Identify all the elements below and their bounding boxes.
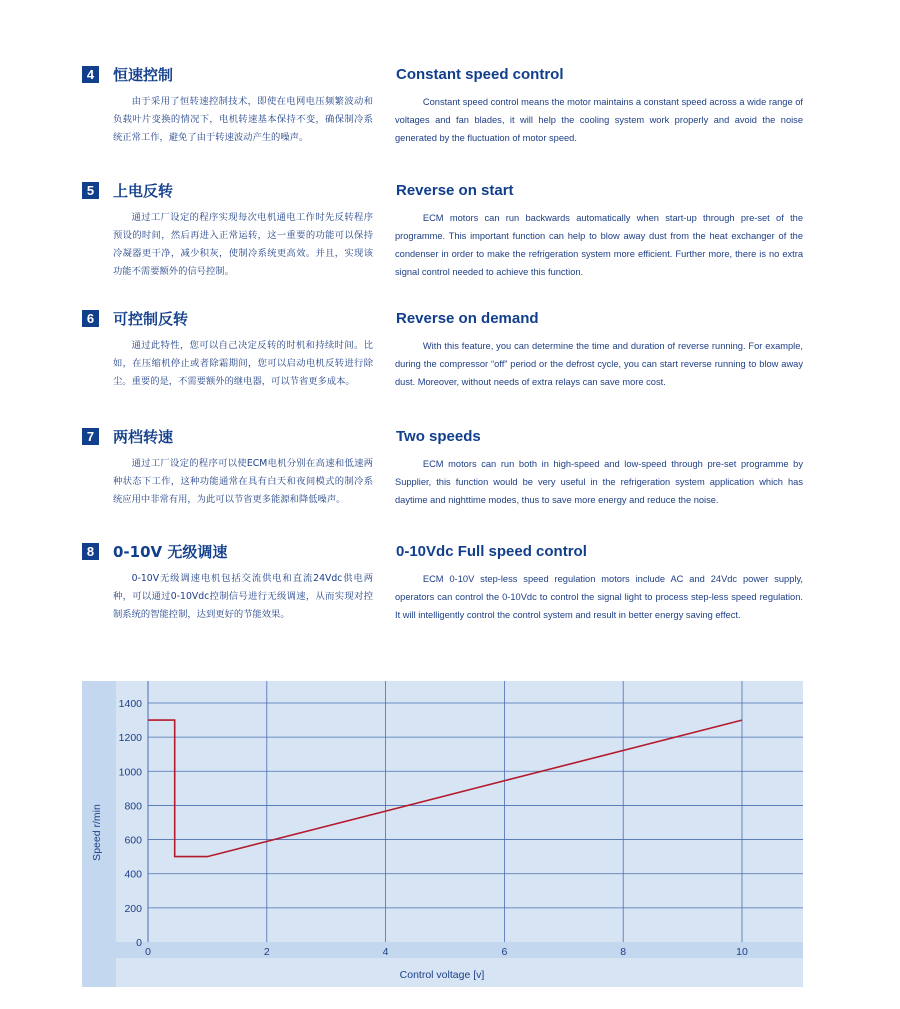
section-body-zh: 0-10V无级调速电机包括交流供电和直流24Vdc供电两种，可以通过0-10Vdc控制信号进行无级调速，从而实现对控制系统的智能控制，达到更好的节能效果。: [113, 573, 373, 620]
x-tick-label: 10: [736, 946, 748, 958]
section-body-zh: 由于采用了恒转速控制技术，即使在电网电压频繁波动和负载叶片变换的情况下，电机转速基本保持不变，确保制冷系统正常工作，避免了由于转速波动产生的噪声。: [113, 96, 373, 143]
section-title-zh: 恒速控制: [113, 66, 174, 84]
y-tick-label: 400: [124, 868, 142, 881]
x-tick-label: 0: [145, 946, 151, 958]
section-title-en: Reverse on start: [396, 182, 514, 199]
x-tick-label: 8: [620, 946, 627, 958]
section-title-zh: 0-10V 无级调速: [113, 543, 228, 561]
section-body-en: Constant speed control means the motor maintains a constant speed across a wide range of voltages and fan blades, it will help the cooling system work properly and avoid the noise generated by the fluctuation of motor speed.: [395, 97, 803, 143]
y-tick-label: 600: [124, 834, 142, 847]
section-body-en: ECM 0-10V step-less speed regulation motors include AC and 24Vdc power supply, operators can control the 0-10Vdc to control the signal light to process step-less speed regulation. It will intelligently control the control system and result in better energy saving effect.: [395, 574, 803, 620]
section-body-en: ECM motors can run backwards automatically when start-up through pre-set of the programme. This important function can help to blow away dust from the heat exchanger of the condenser in order to make the refrigeration system more efficient. Further more, there is no extra signal control needed to achieve this function.: [395, 213, 803, 277]
section-number-badge: 5: [82, 182, 99, 199]
y-axis-label: Speed r/min: [91, 804, 103, 861]
section-number-badge: 4: [82, 66, 99, 83]
y-tick-label: 200: [124, 902, 142, 915]
y-tick-label: 800: [124, 800, 142, 813]
y-tick-label: 1200: [118, 732, 142, 745]
section-body-en: ECM motors can run both in high-speed and low-speed through pre-set programme by Supplier, this function would be very useful in the refrigeration system application which has daytime and nighttime modes, thus to save more energy and reduce the noise.: [395, 459, 803, 505]
section-title-en: 0-10Vdc Full speed control: [396, 543, 587, 560]
x-axis-label: Control voltage [v]: [399, 969, 485, 981]
x-tick-label: 4: [382, 946, 389, 958]
section-title-zh: 上电反转: [113, 182, 174, 200]
speed-chart-svg: [82, 681, 803, 987]
section-title-en: Constant speed control: [396, 66, 564, 83]
y-tick-label: 1000: [118, 766, 142, 779]
section-title-zh: 可控制反转: [113, 310, 189, 328]
section-number-badge: 7: [82, 428, 99, 445]
y-tick-label: 1400: [118, 698, 142, 710]
x-axis-band: [82, 942, 803, 958]
section-title-en: Reverse on demand: [396, 310, 539, 327]
x-tick-label: 6: [501, 946, 508, 958]
plot-area: [148, 681, 803, 942]
section-number-badge: 8: [82, 543, 99, 560]
section-title-en: Two speeds: [396, 428, 481, 445]
section-body-zh: 通过此特性，您可以自己决定反转的时机和持续时间。比如，在压缩机停止或者除霜期间，您可以启动电机反转进行除尘。重要的是，不需要额外的继电器，可以节省更多成本。: [113, 340, 373, 387]
section-body-zh: 通过工厂设定的程序可以使ECM电机分别在高速和低速两种状态下工作，这种功能通常在具有白天和夜间模式的制冷系统应用中非常有用，为此可以节省更多能源和降低噪声。: [113, 458, 373, 505]
section-body-en: With this feature, you can determine the time and duration of reverse running. For example, during the compressor “off” period or the defrost cycle, you can start reverse running to blow away dust. Moreover, without needs of extra relays can save more cost.: [395, 341, 803, 387]
y-tick-label: 0: [136, 937, 142, 949]
section-title-zh: 两档转速: [113, 428, 174, 446]
section-body-zh: 通过工厂设定的程序实现每次电机通电工作时先反转程序预设的时间，然后再进入正常运转，这一重要的功能可以保持冷凝器更干净，减少积灰，使制冷系统更高效。并且，实现该功能不需要额外的信号控制。: [113, 212, 373, 277]
speed-chart: [82, 681, 803, 987]
x-tick-label: 2: [263, 946, 270, 958]
section-number-badge: 6: [82, 310, 99, 327]
